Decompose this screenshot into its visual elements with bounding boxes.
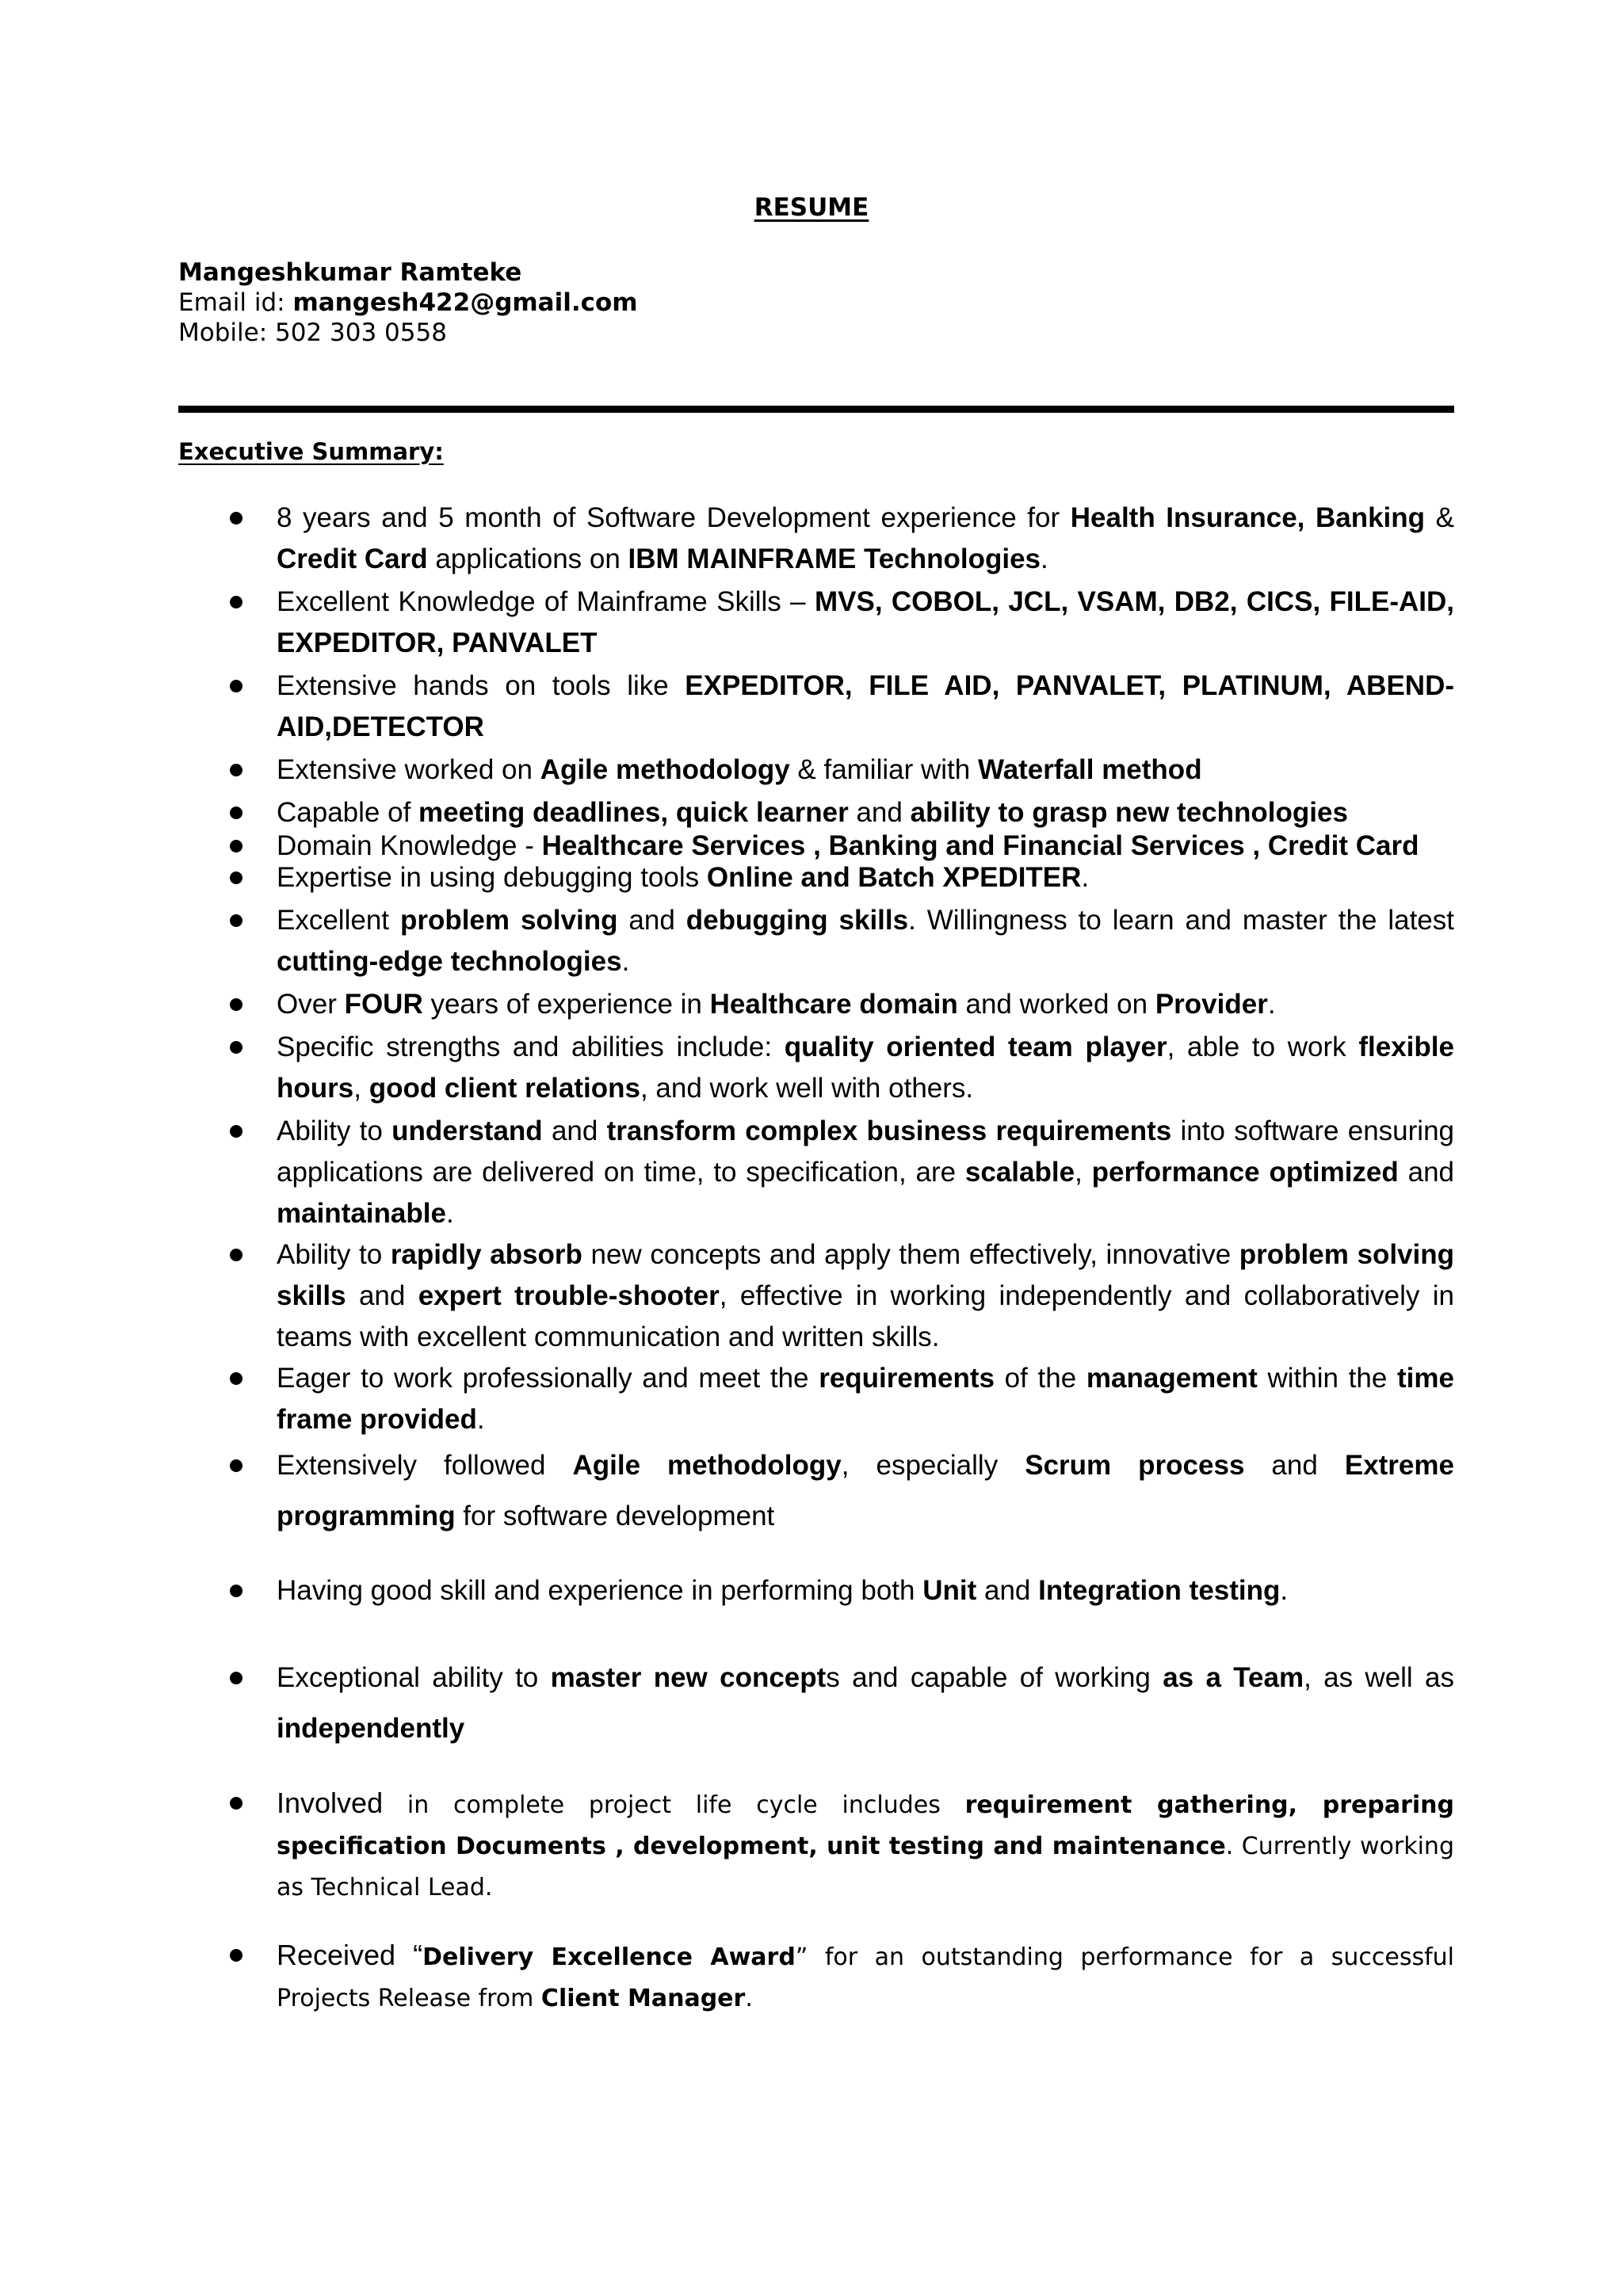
summary-bullet-text xyxy=(277,749,1454,791)
summary-bullet-text xyxy=(277,862,1454,894)
bullet-dot-icon xyxy=(230,871,242,884)
bullet-dot-icon xyxy=(230,1249,242,1261)
text-run: into software ensuring applications are delivered on time, to specification, are xyxy=(277,1116,1454,1188)
bold-phrase: Scrum process xyxy=(1025,1450,1245,1481)
bold-phrase: as a Team xyxy=(1163,1662,1304,1693)
text-run: Involved xyxy=(277,1787,384,1819)
summary-bullet-text xyxy=(277,792,1454,833)
bold-phrase: rapidly absorb xyxy=(390,1239,582,1270)
summary-bullet-text xyxy=(277,1358,1454,1440)
text-run: and worked on xyxy=(957,989,1155,1020)
bold-phrase: Waterfall method xyxy=(977,754,1202,785)
bold-phrase: time frame provided xyxy=(277,1363,1454,1435)
summary-bullet-text xyxy=(277,1570,1454,1611)
text-run: and xyxy=(617,905,686,936)
text-run: Received “ xyxy=(277,1939,423,1971)
summary-bullet-text xyxy=(277,984,1454,1025)
text-run: s and capable of working xyxy=(826,1662,1163,1693)
text-run: , and work well with others. xyxy=(640,1073,974,1104)
bullet-dot-icon xyxy=(230,840,242,852)
text-run: Extensively followed xyxy=(277,1450,573,1481)
text-run: Excellent xyxy=(277,905,400,936)
bold-phrase: cutting-edge technologies xyxy=(277,946,622,977)
bullet-dot-icon xyxy=(230,1125,242,1138)
bold-phrase: Health Insurance, Banking xyxy=(1070,502,1426,533)
bold-phrase: maintainable xyxy=(277,1198,446,1229)
bold-phrase: performance optimized xyxy=(1091,1157,1399,1188)
summary-bullet-item xyxy=(277,1027,1454,1109)
text-run: . Currently working as Technical Lead. xyxy=(277,1833,1454,1901)
bold-phrase: Provider xyxy=(1155,989,1268,1020)
text-run: Ability to xyxy=(277,1116,392,1146)
text-run: Expertise in using debugging tools xyxy=(277,862,707,893)
text-run: . xyxy=(476,1404,485,1435)
bullet-dot-icon xyxy=(230,512,242,524)
summary-bullet-item xyxy=(277,792,1454,833)
text-run: Exceptional ability to xyxy=(277,1662,551,1693)
text-run: and xyxy=(1398,1157,1454,1188)
summary-bullet-item xyxy=(277,984,1454,1025)
bold-phrase: Unit xyxy=(922,1575,977,1606)
text-run: of the xyxy=(994,1363,1086,1394)
summary-bullet-text xyxy=(277,1653,1454,1754)
summary-bullet-text xyxy=(277,1234,1454,1358)
bullet-dot-icon xyxy=(230,1672,242,1684)
text-run: , especially xyxy=(841,1450,1025,1481)
summary-bullet-item xyxy=(277,1358,1454,1440)
bold-phrase: EXPEDITOR, FILE AID, PANVALET, PLATINUM, ABEND-AID,DETECTOR xyxy=(277,670,1454,742)
bullet-dot-icon xyxy=(230,1797,242,1810)
summary-bullet-item xyxy=(277,1783,1454,1909)
mobile-line: Mobile: 502 303 0558 xyxy=(178,318,447,347)
text-run: . xyxy=(621,946,630,977)
email-address: mangesh422@gmail.com xyxy=(292,288,638,317)
bullet-dot-icon xyxy=(230,998,242,1011)
text-run: Eager to work professionally and meet the xyxy=(277,1363,819,1394)
summary-bullet-text xyxy=(277,498,1454,580)
text-run: , xyxy=(1075,1157,1092,1188)
text-run: new concepts and apply them effectively, innovative xyxy=(582,1239,1239,1270)
summary-bullet-item xyxy=(277,1653,1454,1754)
bold-phrase: Integration testing xyxy=(1038,1575,1281,1606)
text-run: , able to work xyxy=(1167,1032,1359,1062)
text-run: Extensive worked on xyxy=(277,754,540,785)
summary-bullet-item xyxy=(277,1570,1454,1611)
bold-phrase: ability to grasp new technologies xyxy=(910,797,1348,828)
bold-phrase: Client Manager xyxy=(540,1985,746,2012)
text-run: and xyxy=(1244,1450,1345,1481)
summary-bullet-text xyxy=(277,1027,1454,1109)
text-run: and xyxy=(976,1575,1039,1606)
bullet-dot-icon xyxy=(230,680,242,692)
bullet-dot-icon xyxy=(230,596,242,608)
summary-bullet-item xyxy=(277,1111,1454,1234)
text-run: . xyxy=(445,1198,454,1229)
candidate-name: Mangeshkumar Ramteke xyxy=(178,258,522,287)
summary-bullet-text xyxy=(277,666,1454,748)
text-run: 8 years and 5 month of Software Development experience for xyxy=(277,502,1071,533)
bold-phrase: scalable xyxy=(964,1157,1075,1188)
text-run: . xyxy=(745,1985,753,2012)
bullet-dot-icon xyxy=(230,764,242,776)
bold-phrase: good client relations xyxy=(369,1073,640,1104)
summary-bullet-item xyxy=(277,862,1454,894)
bold-phrase: Agile methodology xyxy=(572,1450,842,1481)
bold-phrase: independently xyxy=(277,1713,465,1744)
text-run: Having good skill and experience in performing both xyxy=(277,1575,923,1606)
text-run: Extensive hands on tools like xyxy=(277,670,685,701)
text-run: ” for an outstanding performance for a successful Projects Release from xyxy=(277,1943,1455,2012)
summary-bullet-item xyxy=(277,749,1454,791)
executive-summary-heading: Executive Summary: xyxy=(178,438,444,465)
text-run: and xyxy=(346,1280,418,1311)
summary-bullet-item xyxy=(277,830,1454,862)
text-run: Specific strengths and abilities include: xyxy=(277,1032,785,1062)
bold-phrase: management xyxy=(1086,1363,1258,1394)
summary-bullet-text xyxy=(277,1783,1454,1909)
bold-phrase: understand xyxy=(391,1116,543,1146)
text-run: . xyxy=(1081,862,1090,893)
text-run: , effective in working independently and collaboratively in teams with excellent communication and written skills. xyxy=(277,1280,1454,1352)
text-run: for software development xyxy=(455,1501,775,1531)
bold-phrase: Healthcare Services , Banking and Financial Services , Credit Card xyxy=(541,830,1419,861)
email-label: Email id: xyxy=(178,288,293,317)
bullet-dot-icon xyxy=(230,1372,242,1385)
summary-bullet-item xyxy=(277,900,1454,982)
text-run: years of experience in xyxy=(422,989,710,1020)
bold-phrase: transform complex business requirements xyxy=(606,1116,1172,1146)
summary-bullet-item xyxy=(277,498,1454,580)
summary-bullet-item xyxy=(277,666,1454,748)
bold-phrase: problem solving xyxy=(399,905,618,936)
text-run: Over xyxy=(277,989,345,1020)
bold-phrase: IBM MAINFRAME Technologies xyxy=(628,543,1041,574)
bullet-dot-icon xyxy=(230,1585,242,1597)
text-run: Ability to xyxy=(277,1239,391,1270)
bold-phrase: meeting deadlines, quick learner xyxy=(418,797,849,828)
text-run: . Willingness to learn and master the latest xyxy=(908,905,1454,936)
text-run: applications on xyxy=(427,543,628,574)
bold-phrase: debugging skills xyxy=(685,905,909,936)
summary-bullet-text xyxy=(277,830,1454,862)
summary-bullet-text xyxy=(277,582,1454,664)
summary-bullet-text xyxy=(277,900,1454,982)
bold-phrase: MVS, COBOL, JCL, VSAM, DB2, CICS, FILE-AID, EXPEDITOR, PANVALET xyxy=(277,586,1454,658)
bullet-dot-icon xyxy=(230,807,242,819)
bold-phrase: master new concept xyxy=(550,1662,827,1693)
text-run: and xyxy=(542,1116,607,1146)
text-run: & xyxy=(1425,502,1454,533)
bullet-dot-icon xyxy=(230,1041,242,1054)
bold-phrase: Healthcare domain xyxy=(709,989,958,1020)
summary-bullet-text xyxy=(277,1935,1454,2019)
bold-phrase: Delivery Excellence Award xyxy=(422,1943,796,1971)
resume-title: RESUME xyxy=(754,193,869,222)
text-run: & familiar with xyxy=(789,754,978,785)
bold-phrase: requirements xyxy=(819,1363,995,1394)
bold-phrase: Agile methodology xyxy=(540,754,790,785)
bold-phrase: flexible hours xyxy=(277,1032,1454,1104)
bold-phrase: Credit Card xyxy=(277,543,428,574)
summary-bullet-item xyxy=(277,1935,1454,2019)
text-run: within the xyxy=(1257,1363,1398,1394)
text-run: Excellent Knowledge of Mainframe Skills – xyxy=(277,586,815,617)
summary-bullet-item xyxy=(277,1440,1454,1542)
bullet-dot-icon xyxy=(230,914,242,927)
text-run: . xyxy=(1041,543,1048,574)
bold-phrase: FOUR xyxy=(344,989,423,1020)
summary-bullet-item xyxy=(277,1234,1454,1358)
bold-phrase: requirement gathering, preparing specification Documents , development, unit testing and maintenance xyxy=(277,1791,1454,1860)
text-run: , as well as xyxy=(1304,1662,1454,1693)
text-run: , xyxy=(353,1073,369,1104)
text-run: and xyxy=(848,797,911,828)
bullet-dot-icon xyxy=(230,1949,242,1962)
bold-phrase: quality oriented team player xyxy=(784,1032,1167,1062)
summary-bullet-item xyxy=(277,582,1454,664)
text-run: . xyxy=(1280,1575,1289,1606)
bold-phrase: Online and Batch XPEDITER xyxy=(706,862,1082,893)
bold-phrase: Extreme programming xyxy=(277,1450,1454,1531)
summary-bullet-text xyxy=(277,1111,1454,1234)
bullet-dot-icon xyxy=(230,1459,242,1472)
summary-bullet-text xyxy=(277,1440,1454,1542)
text-run: Domain Knowledge - xyxy=(277,830,542,861)
text-run: . xyxy=(1267,989,1276,1020)
text-run: in complete project life cycle includes xyxy=(383,1791,965,1819)
bold-phrase: problem solving skills xyxy=(277,1239,1455,1311)
bold-phrase: expert trouble-shooter xyxy=(418,1280,720,1311)
text-run: Capable of xyxy=(277,797,419,828)
